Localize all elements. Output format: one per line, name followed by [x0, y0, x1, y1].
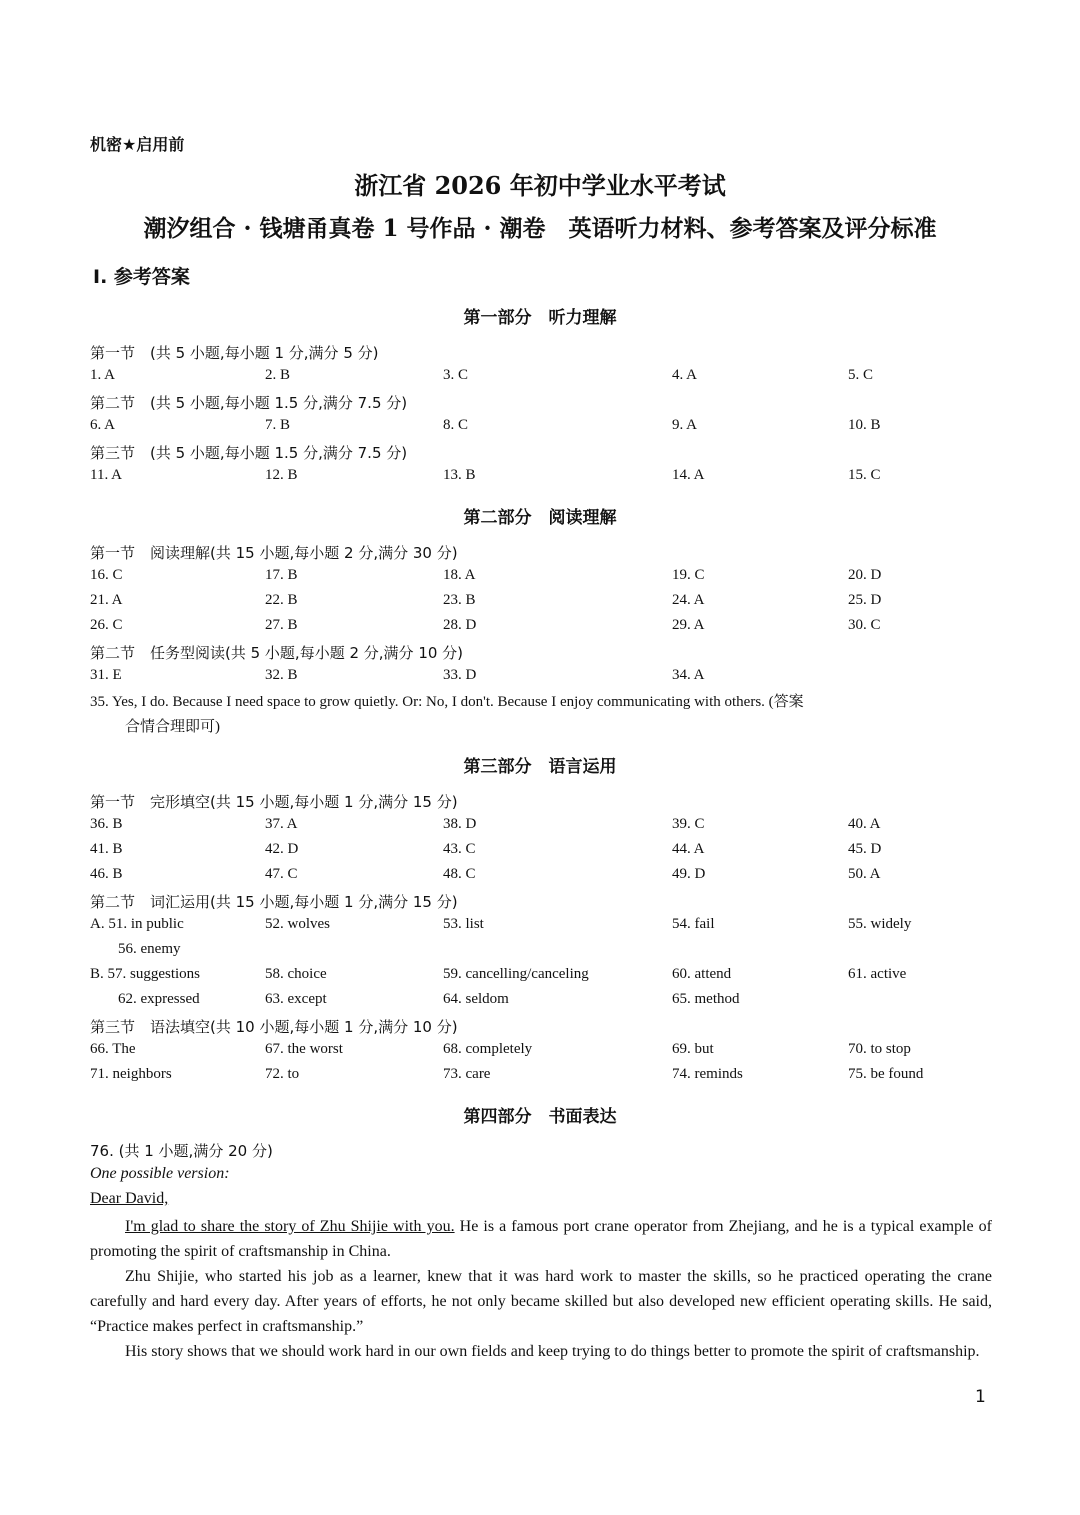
essay-paragraph-3: His story shows that we should work hard in our own fields and keep trying to do things better to promote the spirit of craftsmanship. [125, 1343, 980, 1360]
answer-item: 16. C [90, 567, 123, 583]
answer-item: 30. C [848, 617, 881, 633]
answer-35 [90, 690, 995, 740]
section-heading: 第一节 (共 5 小题,每小题 1 分,满分 5 分) [90, 344, 379, 362]
answer-row [0, 617, 1080, 637]
answer-item: 55. widely [848, 916, 912, 932]
answer-item: 20. D [848, 567, 882, 583]
answer-item: 63. except [265, 991, 327, 1007]
answer-item: 38. D [443, 816, 477, 832]
answer-item: 64. seldom [443, 991, 509, 1007]
answer-row [0, 941, 1080, 961]
answer-item: 14. A [672, 467, 705, 483]
answer-item: 2. B [265, 367, 291, 383]
answer-item: 22. B [265, 592, 298, 608]
answer-row [0, 592, 1080, 612]
answer-item: 10. B [848, 417, 881, 433]
section-heading: 第二节 词汇运用(共 15 小题,每小题 1 分,满分 15 分) [90, 893, 458, 911]
part-4-heading: 第四部分 书面表达 [463, 1107, 617, 1127]
answer-item: 6. A [90, 417, 116, 433]
answer-item: 42. D [265, 841, 299, 857]
answer-item: 9. A [672, 417, 698, 433]
answer-item: 70. to stop [848, 1041, 911, 1057]
answer-item: 66. The [90, 1041, 136, 1057]
essay-paragraph-1 [90, 1214, 992, 1264]
section-heading: 第三节 语法填空(共 10 小题,每小题 1 分,满分 10 分) [90, 1018, 458, 1036]
answer-35-line2: 合情合理即可) [125, 719, 220, 735]
answer-item: 1. A [90, 367, 116, 383]
answer-item: 18. A [443, 567, 476, 583]
answer-item: 32. B [265, 667, 298, 683]
answer-item: A. 51. in public [90, 916, 184, 932]
answer-item: 13. B [443, 467, 476, 483]
answer-item: 43. C [443, 841, 476, 857]
answer-row [0, 417, 1080, 437]
confidential-label: 机密★启用前 [90, 135, 185, 154]
exam-subtitle: 潮汐组合 · 钱塘甬真卷 1 号作品 · 潮卷 英语听力材料、参考答案及评分标准 [143, 215, 937, 242]
answer-item: 71. neighbors [90, 1066, 172, 1082]
answer-item: 40. A [848, 816, 881, 832]
answer-row [0, 866, 1080, 886]
answer-item: 61. active [848, 966, 907, 982]
answer-item: 11. A [90, 467, 122, 483]
section-heading: 第一节 阅读理解(共 15 小题,每小题 2 分,满分 30 分) [90, 544, 458, 562]
exam-title: 浙江省 2026 年初中学业水平考试 [354, 171, 726, 200]
answer-item: 47. C [265, 866, 298, 882]
answer-row [0, 367, 1080, 387]
answer-item: 31. E [90, 667, 122, 683]
answer-row [0, 1041, 1080, 1061]
answer-row [0, 841, 1080, 861]
answer-item: 15. C [848, 467, 881, 483]
answer-item: 56. enemy [118, 941, 181, 957]
section-heading: 第二节 (共 5 小题,每小题 1.5 分,满分 7.5 分) [90, 394, 408, 412]
answer-item: 27. B [265, 617, 298, 633]
answer-item: 33. D [443, 667, 477, 683]
answer-item: 3. C [443, 367, 469, 383]
answer-item: 41. B [90, 841, 123, 857]
part-3-heading: 第三部分 语言运用 [463, 757, 617, 777]
answer-row [0, 667, 1080, 687]
answer-item: 24. A [672, 592, 705, 608]
answer-item: 45. D [848, 841, 882, 857]
answer-item: 29. A [672, 617, 705, 633]
answer-item: 72. to [265, 1066, 300, 1082]
essay-paragraph-2: Zhu Shijie, who started his job as a learner, knew that it was hard work to master the skills, so he practiced operating the crane carefully and hard every day. After years of efforts, he not only became skilled but also developed new efficient operating skills. He said, “Practice makes perfect in craftsmanship.” [90, 1268, 992, 1335]
answer-item: 36. B [90, 816, 123, 832]
answer-item: 21. A [90, 592, 123, 608]
answer-item: 49. D [672, 866, 706, 882]
answer-item: 62. expressed [118, 991, 200, 1007]
answer-item: 60. attend [672, 966, 732, 982]
answer-item: 59. cancelling/canceling [443, 966, 589, 982]
section-heading: 第二节 任务型阅读(共 5 小题,每小题 2 分,满分 10 分) [90, 644, 464, 662]
answer-item: 19. C [672, 567, 705, 583]
answer-item: 8. C [443, 417, 469, 433]
letter-salutation: Dear David, [90, 1190, 169, 1207]
answer-row [0, 991, 1080, 1011]
section-heading-answers: Ⅰ. 参考答案 [93, 266, 190, 288]
answer-row [0, 966, 1080, 986]
answer-item: 73. care [443, 1066, 491, 1082]
answer-item: B. 57. suggestions [90, 966, 201, 982]
answer-item: 75. be found [848, 1066, 924, 1082]
section-heading: 第三节 (共 5 小题,每小题 1.5 分,满分 7.5 分) [90, 444, 408, 462]
answer-item: 52. wolves [265, 916, 330, 932]
answer-item: 28. D [443, 617, 477, 633]
answer-item: 50. A [848, 866, 881, 882]
answer-item: 68. completely [443, 1041, 533, 1057]
answer-item: 17. B [265, 567, 298, 583]
essay-opening-sentence: I'm glad to share the story of Zhu Shijie with you. [125, 1218, 455, 1235]
answer-row [0, 467, 1080, 487]
answer-35-line1: 35. Yes, I do. Because I need space to grow quietly. Or: No, I don't. Because I enjoy communicating with others. (答案 [90, 694, 804, 710]
answer-item: 67. the worst [265, 1041, 343, 1057]
answer-item: 54. fail [672, 916, 715, 932]
answer-row [0, 816, 1080, 836]
part-1-heading: 第一部分 听力理解 [463, 308, 617, 328]
answer-item: 74. reminds [672, 1066, 743, 1082]
answer-row [0, 567, 1080, 587]
answer-item: 7. B [265, 417, 291, 433]
answer-row [0, 916, 1080, 936]
answer-item: 37. A [265, 816, 298, 832]
possible-version-label: One possible version: [90, 1165, 230, 1182]
answer-item: 34. A [672, 667, 705, 683]
essay-paragraph-1-text: He is a famous port crane operator from Zhejiang, and he is a typical example of promoting the spirit of craftsmanship in China. [90, 1218, 993, 1260]
answer-item: 39. C [672, 816, 705, 832]
question-76-heading: 76. (共 1 小题,满分 20 分) [90, 1142, 273, 1160]
answer-item: 4. A [672, 367, 698, 383]
answer-item: 23. B [443, 592, 476, 608]
part-2-heading: 第二部分 阅读理解 [463, 508, 617, 528]
answer-item: 69. but [672, 1041, 714, 1057]
answer-row [0, 1066, 1080, 1086]
answer-item: 58. choice [265, 966, 327, 982]
answer-item: 53. list [443, 916, 484, 932]
answer-item: 48. C [443, 866, 476, 882]
section-heading: 第一节 完形填空(共 15 小题,每小题 1 分,满分 15 分) [90, 793, 458, 811]
answer-item: 5. C [848, 367, 874, 383]
page-number: 1 [975, 1387, 986, 1407]
answer-item: 25. D [848, 592, 882, 608]
answer-item: 65. method [672, 991, 740, 1007]
answer-item: 26. C [90, 617, 123, 633]
answer-item: 12. B [265, 467, 298, 483]
answer-item: 46. B [90, 866, 123, 882]
answer-item: 44. A [672, 841, 705, 857]
